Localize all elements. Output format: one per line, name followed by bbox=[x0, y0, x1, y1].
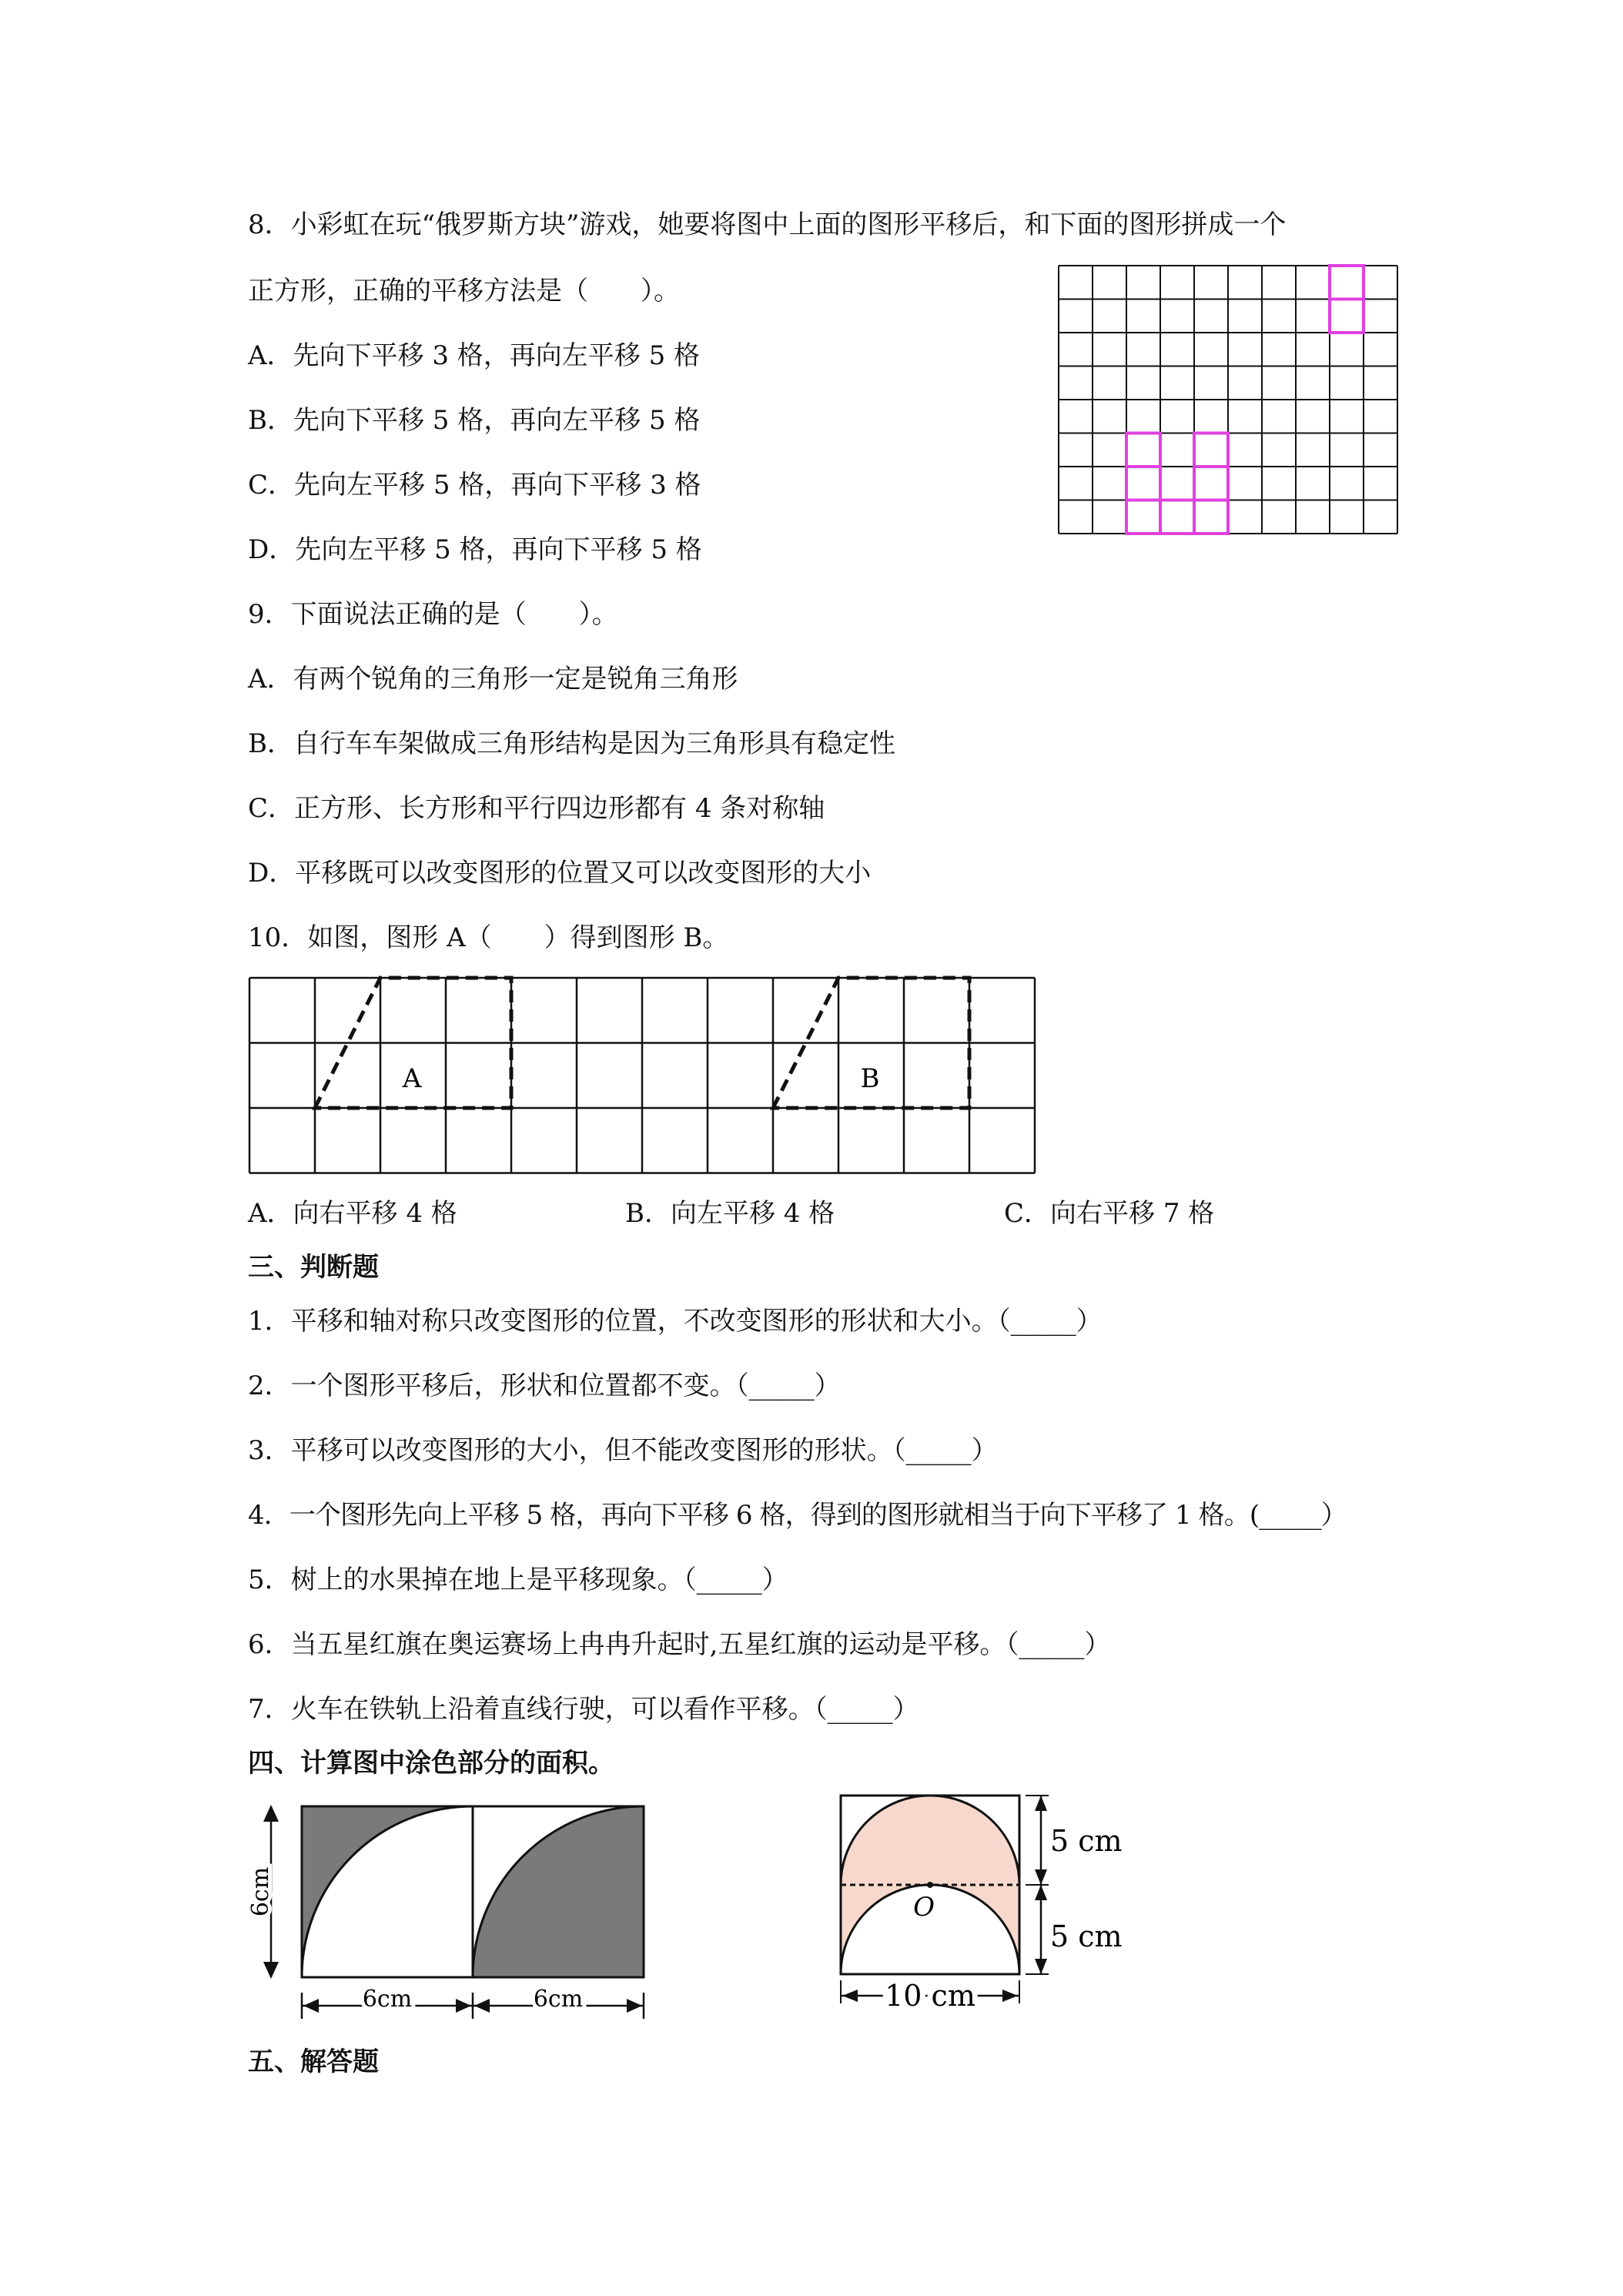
tetris-grid-figure bbox=[1056, 263, 1400, 536]
bottom-piece-cell bbox=[1126, 467, 1160, 500]
q8-option-b: B．先向下平移 5 格，再向左平移 5 格 bbox=[248, 405, 701, 436]
bottom-piece-cell bbox=[1126, 433, 1160, 467]
bottom-height-label: 5 cm bbox=[1050, 1919, 1123, 1953]
q9-option-c: C．正方形、长方形和平行四边形都有 4 条对称轴 bbox=[248, 793, 825, 824]
q10-stem: 10．如图，图形 A（ ）得到图形 B。 bbox=[248, 922, 729, 953]
bottom-piece-cell bbox=[1160, 500, 1194, 534]
section-3-title: 三、判断题 bbox=[248, 1252, 379, 1283]
width-label-right: 6cm bbox=[533, 1986, 584, 2013]
q9-option-a: A．有两个锐角的三角形一定是锐角三角形 bbox=[248, 664, 738, 694]
q8-option-c: C．先向左平移 5 格，再向下平移 3 格 bbox=[248, 470, 701, 500]
bottom-piece-cell bbox=[1194, 500, 1228, 534]
judge-item-5: 5．树上的水果掉在地上是平移现象。（_____） bbox=[248, 1565, 788, 1595]
width-label-left: 6cm bbox=[362, 1986, 413, 2013]
width-label: 10 cm bbox=[885, 1979, 975, 2013]
q8-stem-line1: 8．小彩虹在玩“俄罗斯方块”游戏，她要将图中上面的图形平移后，和下面的图形拼成一个 bbox=[248, 209, 1287, 240]
q10-option-c: C．向右平移 7 格 bbox=[1004, 1198, 1215, 1229]
q9-option-b: B．自行车车架做成三角形结构是因为三角形具有稳定性 bbox=[248, 728, 895, 759]
section-5-title: 五、解答题 bbox=[248, 2047, 379, 2077]
q9-option-d: D．平移既可以改变图形的位置又可以改变图形的大小 bbox=[248, 858, 872, 889]
top-piece-cell bbox=[1330, 266, 1364, 300]
q10-option-b: B．向左平移 4 格 bbox=[625, 1198, 835, 1229]
bottom-piece-cell bbox=[1194, 433, 1228, 467]
quarter-circle-figure bbox=[247, 1794, 658, 2025]
shape-a-label: A bbox=[402, 1063, 422, 1094]
bottom-piece-cell bbox=[1126, 500, 1160, 534]
q9-stem: 9．下面说法正确的是（ ）。 bbox=[248, 599, 618, 630]
q8-stem-line2: 正方形，正确的平移方法是（ ）。 bbox=[248, 276, 680, 306]
judge-item-1: 1．平移和轴对称只改变图形的位置，不改变图形的形状和大小。（_____） bbox=[248, 1306, 1103, 1337]
height-label: 6cm bbox=[247, 1866, 274, 1917]
q8-option-a: A．先向下平移 3 格，再向左平移 5 格 bbox=[248, 340, 701, 371]
right-shaded-region bbox=[473, 1806, 644, 1977]
translation-grid-figure bbox=[249, 978, 1035, 1173]
q10-option-a: A．向右平移 4 格 bbox=[248, 1198, 457, 1229]
top-piece-cell bbox=[1330, 300, 1364, 333]
judge-item-7: 7．火车在铁轨上沿着直线行驶，可以看作平移。（_____） bbox=[248, 1694, 919, 1725]
upper-shaded-semicircle bbox=[841, 1796, 1019, 1885]
judge-item-2: 2．一个图形平移后，形状和位置都不变。（_____） bbox=[248, 1371, 841, 1401]
shape-b-label: B bbox=[860, 1063, 880, 1094]
bottom-piece-cell bbox=[1194, 467, 1228, 500]
semicircle-figure bbox=[832, 1786, 1124, 2017]
judge-item-3: 3．平移可以改变图形的大小，但不能改变图形的形状。（_____） bbox=[248, 1435, 998, 1466]
judge-item-6: 6．当五星红旗在奥运赛场上冉冉升起时,五星红旗的运动是平移。（_____） bbox=[248, 1629, 1111, 1660]
left-shaded-region bbox=[302, 1806, 473, 1977]
top-height-label: 5 cm bbox=[1050, 1824, 1123, 1858]
center-label: O bbox=[913, 1892, 935, 1923]
q8-option-d: D．先向左平移 5 格，再向下平移 5 格 bbox=[248, 534, 702, 565]
section-4-title: 四、计算图中涂色部分的面积。 bbox=[248, 1748, 614, 1779]
judge-item-4: 4．一个图形先向上平移 5 格，再向下平移 6 格，得到的图形就相当于向下平移了 1 格。(_____） bbox=[248, 1500, 1347, 1531]
